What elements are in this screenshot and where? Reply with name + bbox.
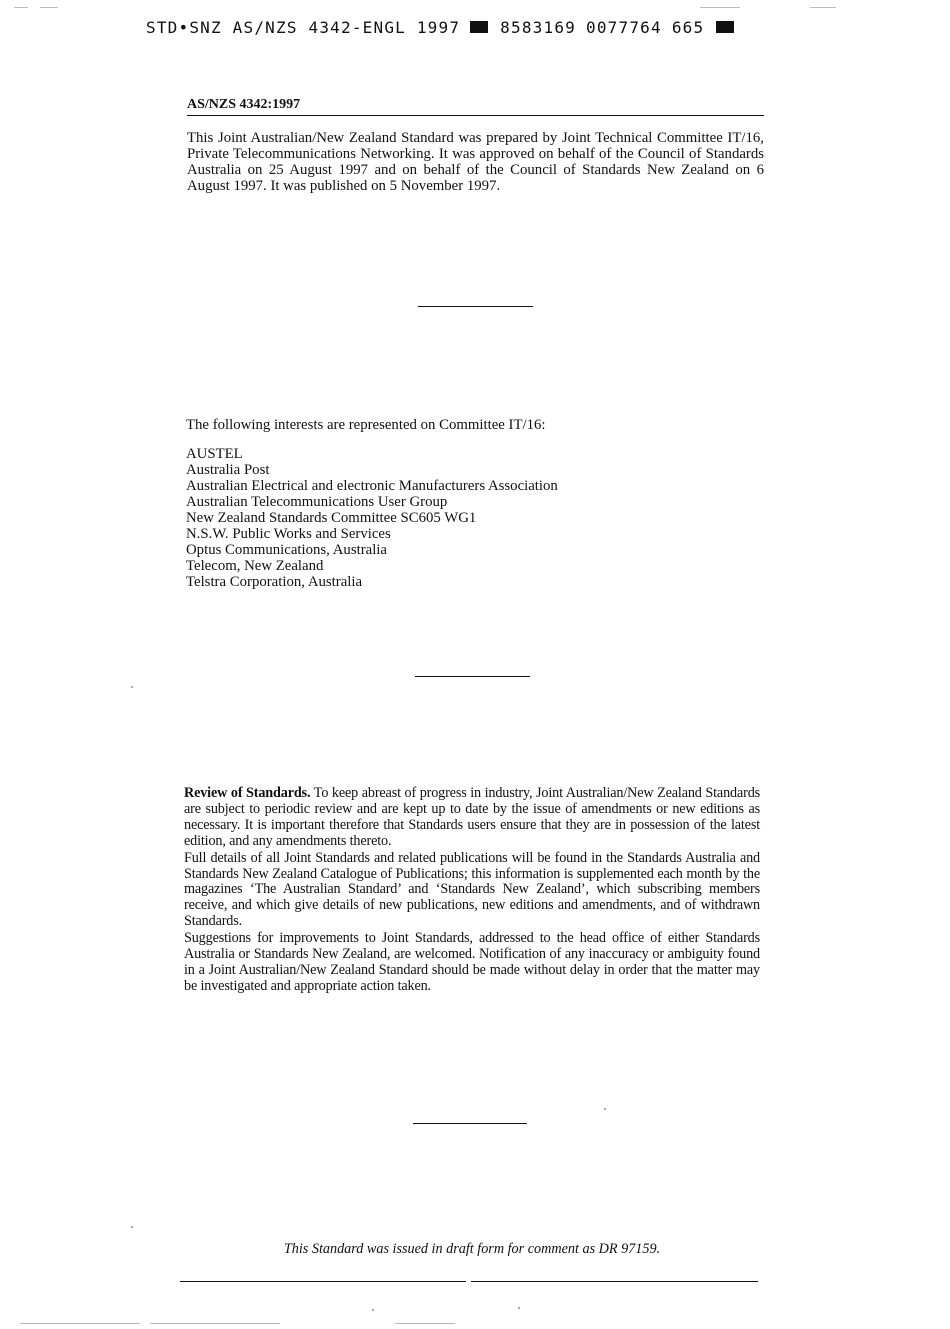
committee-intro: The following interests are represented on Committee IT/16: bbox=[186, 417, 546, 433]
scan-mark bbox=[150, 1323, 280, 1324]
review-paragraph: Suggestions for improvements to Joint Standards, addressed to the head office of either Standards Australia or Standards New Zealand, are welcomed. Notification of any inaccuracy or ambiguity found in a Joint Australian/New Zealand Standard should be made without delay in order that the matter may be investigated and appropriate action taken. bbox=[184, 930, 760, 994]
section-divider bbox=[413, 1123, 527, 1124]
scan-speck bbox=[604, 1108, 606, 1110]
redaction-block bbox=[470, 21, 488, 33]
scan-mark bbox=[20, 1323, 140, 1324]
scan-mark bbox=[395, 1323, 455, 1324]
interest-item: N.S.W. Public Works and Services bbox=[186, 526, 391, 542]
scan-mark bbox=[700, 7, 740, 8]
footer-rule bbox=[471, 1281, 758, 1282]
scan-mark bbox=[40, 7, 58, 8]
standard-designation: AS/NZS 4342:1997 bbox=[187, 97, 764, 116]
review-of-standards bbox=[184, 786, 760, 996]
scan-speck bbox=[518, 1307, 520, 1309]
review-heading: Review of Standards. bbox=[184, 785, 311, 801]
section-divider bbox=[415, 676, 530, 677]
scan-header-code: 8583169 bbox=[500, 17, 576, 37]
review-paragraph bbox=[184, 786, 760, 850]
review-paragraph: Full details of all Joint Standards and related publications will be found in the Standards Australia and Standards New Zealand Catalogue of Publications; this information is supplemented each month by the magazines ‘The Australian Standard’ and ‘Standards New Zealand’, which subscribing members receive, and which give details of new publications, new editions and amendments, and of withdrawn Standards. bbox=[184, 849, 760, 930]
scan-speck bbox=[131, 1226, 133, 1228]
interest-item: AUSTEL bbox=[186, 446, 243, 462]
scan-header-code: 0077764 bbox=[586, 17, 662, 37]
scan-mark bbox=[810, 7, 836, 8]
scan-header-code: 665 bbox=[671, 17, 705, 37]
interest-item: Telecom, New Zealand bbox=[186, 558, 324, 574]
interests-list bbox=[186, 446, 558, 590]
draft-note: This Standard was issued in draft form for comment as DR 97159. bbox=[283, 1241, 661, 1257]
interest-item: Optus Communications, Australia bbox=[186, 542, 387, 558]
scan-speck bbox=[372, 1309, 374, 1311]
redaction-block bbox=[716, 21, 734, 33]
scan-header bbox=[146, 16, 734, 38]
interest-item: New Zealand Standards Committee SC605 WG1 bbox=[186, 510, 477, 526]
scan-mark bbox=[14, 7, 28, 8]
section-divider bbox=[418, 306, 533, 307]
interest-item: Telstra Corporation, Australia bbox=[186, 574, 363, 590]
scan-speck bbox=[131, 686, 133, 688]
interest-item: Australian Electrical and electronic Manufacturers Association bbox=[186, 478, 558, 494]
interest-item: Australia Post bbox=[186, 462, 270, 478]
interest-item: Australian Telecommunications User Group bbox=[186, 494, 448, 510]
footer-rule bbox=[180, 1281, 466, 1282]
review-text: To keep abreast of progress in industry, Joint Australian/New Zealand Standards are subject to periodic review and are kept up to date by the issue of amendments or new editions as necessary. It is important therefore that Standards users ensure that they are in possession of the latest edition, and any amendments thereto. bbox=[184, 785, 761, 849]
preparation-paragraph: This Joint Australian/New Zealand Standard was prepared by Joint Technical Committee IT/16, Private Telecommunications Networking. It was approved on behalf of the Council of Standards Australia on 25 August 1997 and on behalf of the Council of Standards New Zealand on 6 August 1997. It was published on 5 November 1997. bbox=[187, 130, 764, 194]
scan-header-prefix: STD•SNZ AS/NZS 4342-ENGL 1997 bbox=[146, 17, 461, 37]
